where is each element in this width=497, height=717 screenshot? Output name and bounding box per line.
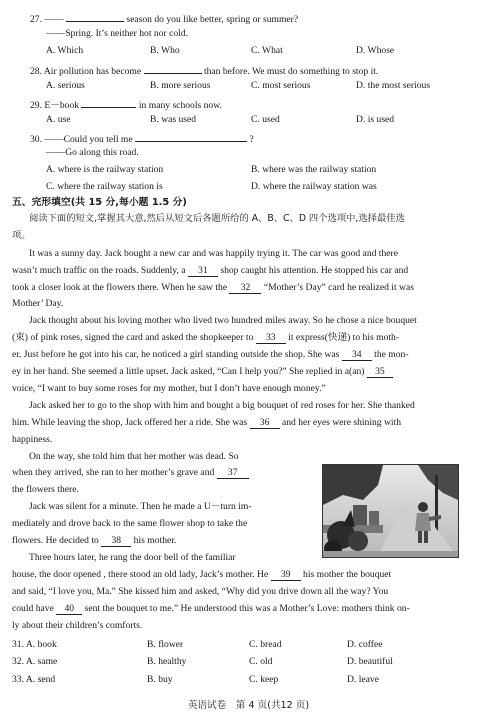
passage-line: Jack was silent for a minute. Then he made a U－turn im- [29, 501, 252, 512]
passage-line: wasn’t much traffic on the roads. Suddenly, a 31 shop caught his attention. He stopped his car and [12, 265, 409, 276]
option-d: D. coffee [347, 639, 383, 650]
answer-row-32 [12, 656, 482, 668]
question-30-reply: ——Go along this road. [46, 147, 139, 158]
passage-line: Jack thought about his loving mother who lived two hundred miles away. So he chose a nice bouquet [29, 315, 417, 326]
question-27 [30, 11, 298, 26]
option-c: C. old [249, 656, 273, 667]
section-instruction-cont: 项。 [12, 230, 31, 241]
option-d: D. where the railway station was [251, 181, 377, 192]
answer-blank [66, 11, 124, 22]
passage-line: voice, “I want to buy some roses for my mother, but I don’t have enough money.” [12, 383, 326, 394]
passage-line: happiness. [12, 434, 53, 445]
question-text: E－book [44, 100, 80, 111]
option-c: C. where the railway station is [46, 181, 163, 192]
passage-photo [322, 464, 459, 558]
question-30-options-row1 [46, 164, 466, 176]
option-b: B. flower [147, 639, 184, 650]
passage-line: Jack asked her to go to the shop with him and bought a big bouquet of red roses for her. She thanked [29, 400, 415, 411]
question-text: ——Could you tell me [44, 134, 133, 145]
question-28 [30, 63, 378, 78]
question-29 [30, 97, 222, 112]
question-27-options [46, 45, 466, 57]
page-footer: 英语试卷 第 4 页(共12 页) [187, 700, 310, 711]
option-a: A. use [46, 114, 71, 125]
question-number: 29. [30, 100, 42, 111]
dialogue-dash: —— [44, 14, 64, 25]
option-b: B. more serious [150, 80, 211, 91]
option-d: D. leave [347, 674, 379, 685]
option-a: A. where is the railway station [46, 164, 164, 175]
option-c: C. bread [249, 639, 282, 650]
passage-line: Mother’ Day. [12, 298, 64, 309]
section-title: 五、完形填空(共 15 分,每小题 1.5 分) [12, 197, 187, 208]
option-b: B. where was the railway station [251, 164, 377, 175]
passage-line: ey in her hand. She seemed a little upset. Jack asked, “Can I help you?” She replied in a(an) 35 [12, 366, 393, 378]
question-number: 30. [30, 134, 42, 145]
question-text: ? [249, 134, 254, 145]
option-c: C. What [251, 45, 283, 56]
passage-line: house, the door opened , there stood an old lady, Jack’s mother. He 39 his mother the bouquet [12, 569, 392, 580]
passage-line: the flowers there. [12, 484, 79, 495]
passage-line: er. Just before he got into his car, he noticed a girl standing outside the shop. She was 34 the mon- [12, 349, 409, 360]
blank-36: 36 [250, 417, 280, 429]
passage-line: him. While leaving the shop, Jack offered her a ride. She was 36 and her eyes were shining with [12, 417, 402, 428]
passage-line: could have 40 sent the bouquet to me.” He understood this was a Mother’s Love: mothers think on- [12, 603, 410, 614]
option-c: C. most serious [251, 80, 311, 91]
blank-31: 31 [188, 265, 218, 277]
passage-line: Three hours later, he rang the door bell of the familiar [29, 552, 236, 563]
option-d: D. beautiful [347, 656, 393, 667]
passage-line: ly about their children’s comforts. [12, 620, 143, 631]
blank-35: 35 [367, 366, 393, 378]
question-30 [30, 131, 254, 146]
option-a: A. Which [46, 45, 84, 56]
blank-39: 39 [271, 569, 301, 581]
option-a: 31. A. book [12, 639, 57, 650]
passage-line: flowers. He decided to 38 his mother. [12, 535, 177, 546]
passage-line: when they arrived, she ran to her mother’s grave and 37 [12, 467, 249, 479]
question-text: in many schools now. [138, 100, 222, 111]
answer-row-33 [12, 674, 482, 686]
option-d: D. the most serious [356, 80, 431, 91]
option-d: D. is used [356, 114, 395, 125]
blank-32: 32 [229, 282, 261, 294]
answer-row-31 [12, 639, 482, 651]
passage-line: (束) of pink roses, signed the card and asked the shopkeeper to 33 it express(快递) to his moth- [12, 332, 400, 343]
blank-37: 37 [217, 467, 249, 479]
option-c: C. keep [249, 674, 279, 685]
passage-line: and said, “I love you, Ma.” She kissed him and asked, “Why did you drive down all the way? You [12, 586, 389, 597]
passage-line: It was a sunny day. Jack bought a new car and was happily trying it. The car was good and there [29, 248, 398, 259]
question-text: than before. We must do something to stop it. [203, 66, 379, 77]
option-a: 32. A. same [12, 656, 58, 667]
question-text: season do you like better, spring or summer? [126, 14, 299, 25]
section-instruction: 阅读下面的短文,掌握其大意,然后从短文后各题所给的 A、B、C、D 四个选项中,选择最佳选 [29, 213, 405, 224]
option-a: A. serious [46, 80, 85, 91]
question-text: Air pollution has become [43, 66, 142, 77]
option-c: C. used [251, 114, 280, 125]
question-29-options [46, 114, 466, 126]
option-b: B. healthy [147, 656, 187, 667]
blank-40: 40 [56, 603, 82, 615]
option-b: B. buy [147, 674, 173, 685]
passage-line: took a closer look at the flowers there. When he saw the 32 “Mother’s Day” card he realized it was [12, 282, 414, 293]
option-a: 33. A. send [12, 674, 56, 685]
blank-34: 34 [342, 349, 372, 361]
question-number: 28. [30, 66, 42, 77]
question-30-options-row2 [46, 181, 466, 193]
answer-blank [135, 131, 247, 142]
question-28-options [46, 80, 466, 92]
option-b: B. was used [150, 114, 197, 125]
answer-blank [81, 97, 136, 108]
passage-line: mediately and drove back to the same flower shop to take the [12, 518, 248, 529]
option-b: B. Who [150, 45, 180, 56]
option-d: D. Whose [356, 45, 395, 56]
passage-line: On the way, she told him that her mother was dead. So [29, 451, 239, 462]
answer-blank [144, 63, 202, 74]
grave-flowers-photo [323, 465, 458, 557]
question-number: 27. [30, 14, 42, 25]
question-27-reply: ——Spring. It’s neither hot nor cold. [46, 28, 189, 39]
blank-38: 38 [101, 535, 131, 547]
blank-33: 33 [256, 332, 286, 344]
